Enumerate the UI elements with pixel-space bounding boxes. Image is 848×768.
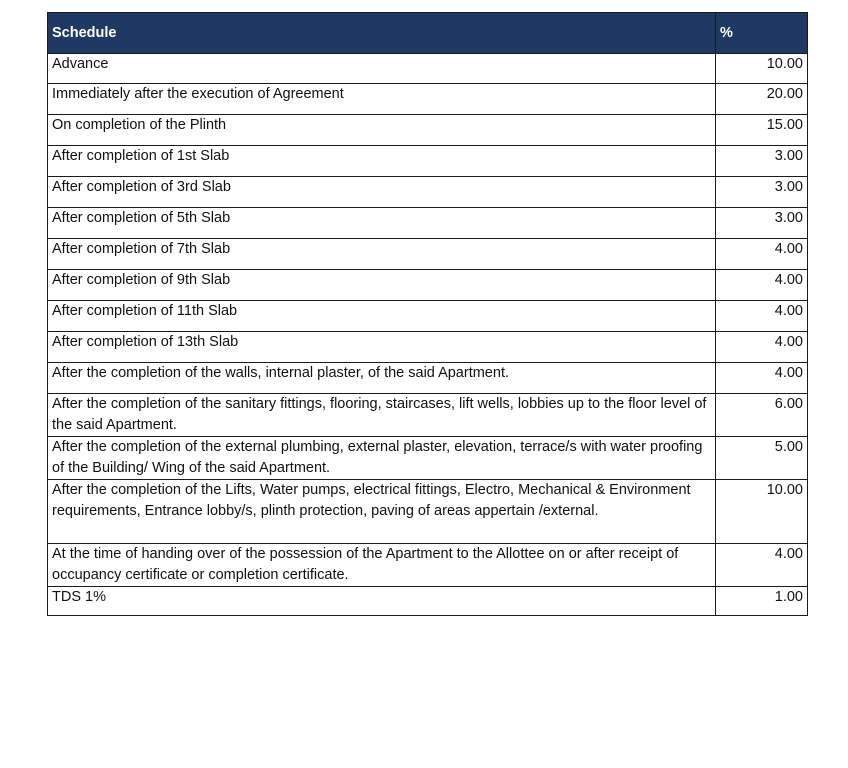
schedule-cell: TDS 1% <box>48 587 716 616</box>
percent-cell: 10.00 <box>716 54 808 84</box>
table-row <box>48 84 808 115</box>
schedule-cell: After completion of 5th Slab <box>48 208 716 239</box>
table-row <box>48 394 808 437</box>
percent-cell: 4.00 <box>716 270 808 301</box>
table-row <box>48 437 808 480</box>
percent-cell: 4.00 <box>716 363 808 394</box>
table-row <box>48 146 808 177</box>
schedule-cell: After the completion of the external plumbing, external plaster, elevation, terrace/s with water proofing of the Building/ Wing of the said Apartment. <box>48 437 716 480</box>
table-row <box>48 177 808 208</box>
table-row <box>48 54 808 84</box>
column-header-percent: % <box>716 13 808 54</box>
percent-cell: 4.00 <box>716 544 808 587</box>
percent-cell: 3.00 <box>716 146 808 177</box>
column-header-schedule: Schedule <box>48 13 716 54</box>
schedule-cell: Immediately after the execution of Agreement <box>48 84 716 115</box>
table-row <box>48 544 808 587</box>
percent-cell: 1.00 <box>716 587 808 616</box>
schedule-cell: On completion of the Plinth <box>48 115 716 146</box>
percent-cell: 10.00 <box>716 480 808 544</box>
schedule-cell: After completion of 7th Slab <box>48 239 716 270</box>
payment-schedule-table <box>47 12 808 616</box>
table-row <box>48 332 808 363</box>
table-row <box>48 208 808 239</box>
schedule-cell: After completion of 1st Slab <box>48 146 716 177</box>
percent-cell: 4.00 <box>716 332 808 363</box>
schedule-cell: After completion of 3rd Slab <box>48 177 716 208</box>
percent-cell: 4.00 <box>716 239 808 270</box>
schedule-cell: After the completion of the walls, internal plaster, of the said Apartment. <box>48 363 716 394</box>
table-row <box>48 239 808 270</box>
table-row <box>48 587 808 616</box>
percent-cell: 20.00 <box>716 84 808 115</box>
table-row <box>48 270 808 301</box>
table-row <box>48 480 808 544</box>
schedule-cell: After completion of 9th Slab <box>48 270 716 301</box>
schedule-cell: After completion of 11th Slab <box>48 301 716 332</box>
percent-cell: 6.00 <box>716 394 808 437</box>
table-row <box>48 363 808 394</box>
percent-cell: 4.00 <box>716 301 808 332</box>
schedule-cell: After completion of 13th Slab <box>48 332 716 363</box>
schedule-cell: At the time of handing over of the possession of the Apartment to the Allottee on or after receipt of occupancy certificate or completion certificate. <box>48 544 716 587</box>
table-row <box>48 115 808 146</box>
schedule-cell: After the completion of the Lifts, Water pumps, electrical fittings, Electro, Mechanical & Environment requirements, Entrance lobby/s, plinth protection, paving of areas appertain /external. <box>48 480 716 544</box>
percent-cell: 15.00 <box>716 115 808 146</box>
percent-cell: 3.00 <box>716 177 808 208</box>
percent-cell: 5.00 <box>716 437 808 480</box>
schedule-cell: After the completion of the sanitary fittings, flooring, staircases, lift wells, lobbies up to the floor level of the said Apartment. <box>48 394 716 437</box>
table-header-row <box>48 13 808 54</box>
percent-cell: 3.00 <box>716 208 808 239</box>
schedule-cell: Advance <box>48 54 716 84</box>
table-row <box>48 301 808 332</box>
